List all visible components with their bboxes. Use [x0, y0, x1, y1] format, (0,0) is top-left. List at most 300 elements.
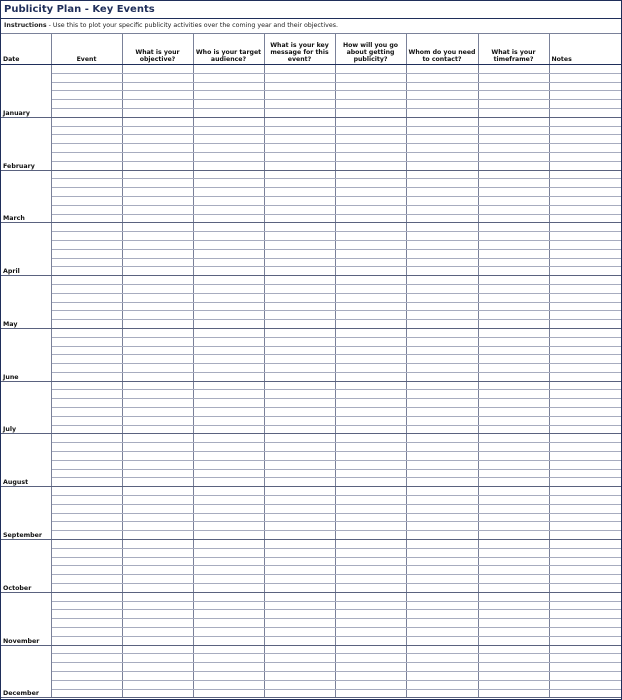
entry-cell[interactable] — [335, 425, 406, 434]
entry-cell[interactable] — [264, 100, 335, 109]
entry-cell[interactable] — [406, 575, 478, 584]
entry-cell[interactable] — [264, 619, 335, 628]
entry-cell[interactable] — [51, 284, 122, 293]
entry-cell[interactable] — [122, 671, 193, 680]
entry-cell[interactable] — [51, 469, 122, 478]
entry-cell[interactable] — [478, 232, 549, 241]
entry-cell[interactable] — [335, 575, 406, 584]
entry-cell[interactable] — [122, 82, 193, 91]
entry-cell[interactable] — [51, 214, 122, 223]
entry-cell[interactable] — [51, 671, 122, 680]
entry-cell[interactable] — [478, 487, 549, 496]
entry-cell[interactable] — [122, 135, 193, 144]
entry-cell[interactable] — [406, 680, 478, 689]
entry-cell[interactable] — [51, 557, 122, 566]
entry-cell[interactable] — [264, 680, 335, 689]
entry-cell[interactable] — [406, 540, 478, 549]
entry-cell[interactable] — [122, 689, 193, 698]
entry-cell[interactable] — [51, 82, 122, 91]
entry-cell[interactable] — [264, 425, 335, 434]
entry-cell[interactable] — [264, 249, 335, 258]
entry-cell[interactable] — [193, 557, 264, 566]
entry-cell[interactable] — [264, 689, 335, 698]
entry-cell[interactable] — [549, 601, 621, 610]
entry-cell[interactable] — [549, 328, 621, 337]
entry-cell[interactable] — [51, 276, 122, 285]
entry-cell[interactable] — [478, 434, 549, 443]
entry-cell[interactable] — [122, 487, 193, 496]
entry-cell[interactable] — [335, 205, 406, 214]
entry-cell[interactable] — [335, 302, 406, 311]
entry-cell[interactable] — [122, 223, 193, 232]
entry-cell[interactable] — [549, 188, 621, 197]
entry-cell[interactable] — [264, 161, 335, 170]
entry-cell[interactable] — [549, 575, 621, 584]
entry-cell[interactable] — [549, 355, 621, 364]
entry-cell[interactable] — [51, 267, 122, 276]
entry-cell[interactable] — [51, 381, 122, 390]
entry-cell[interactable] — [122, 152, 193, 161]
entry-cell[interactable] — [193, 399, 264, 408]
entry-cell[interactable] — [549, 205, 621, 214]
entry-cell[interactable] — [51, 196, 122, 205]
entry-cell[interactable] — [406, 645, 478, 654]
entry-cell[interactable] — [122, 434, 193, 443]
entry-cell[interactable] — [122, 196, 193, 205]
entry-cell[interactable] — [193, 152, 264, 161]
entry-cell[interactable] — [264, 179, 335, 188]
entry-cell[interactable] — [122, 293, 193, 302]
entry-cell[interactable] — [478, 416, 549, 425]
entry-cell[interactable] — [335, 522, 406, 531]
entry-cell[interactable] — [549, 504, 621, 513]
entry-cell[interactable] — [549, 478, 621, 487]
entry-cell[interactable] — [406, 584, 478, 593]
entry-cell[interactable] — [193, 320, 264, 329]
entry-cell[interactable] — [122, 460, 193, 469]
entry-cell[interactable] — [122, 663, 193, 672]
entry-cell[interactable] — [122, 548, 193, 557]
entry-cell[interactable] — [193, 619, 264, 628]
entry-cell[interactable] — [335, 610, 406, 619]
entry-cell[interactable] — [549, 487, 621, 496]
entry-cell[interactable] — [264, 434, 335, 443]
entry-cell[interactable] — [406, 205, 478, 214]
entry-cell[interactable] — [549, 223, 621, 232]
entry-cell[interactable] — [122, 478, 193, 487]
entry-cell[interactable] — [193, 82, 264, 91]
entry-cell[interactable] — [51, 144, 122, 153]
entry-cell[interactable] — [549, 73, 621, 82]
entry-cell[interactable] — [549, 663, 621, 672]
entry-cell[interactable] — [193, 592, 264, 601]
entry-cell[interactable] — [264, 557, 335, 566]
entry-cell[interactable] — [51, 584, 122, 593]
entry-cell[interactable] — [549, 496, 621, 505]
entry-cell[interactable] — [549, 557, 621, 566]
entry-cell[interactable] — [335, 381, 406, 390]
entry-cell[interactable] — [51, 161, 122, 170]
entry-cell[interactable] — [406, 82, 478, 91]
entry-cell[interactable] — [264, 73, 335, 82]
entry-cell[interactable] — [478, 117, 549, 126]
entry-cell[interactable] — [478, 152, 549, 161]
entry-cell[interactable] — [406, 258, 478, 267]
entry-cell[interactable] — [193, 249, 264, 258]
entry-cell[interactable] — [549, 592, 621, 601]
entry-cell[interactable] — [478, 311, 549, 320]
entry-cell[interactable] — [264, 469, 335, 478]
entry-cell[interactable] — [193, 540, 264, 549]
entry-cell[interactable] — [264, 320, 335, 329]
entry-cell[interactable] — [122, 592, 193, 601]
entry-cell[interactable] — [478, 496, 549, 505]
entry-cell[interactable] — [406, 381, 478, 390]
entry-cell[interactable] — [478, 390, 549, 399]
entry-cell[interactable] — [122, 126, 193, 135]
entry-cell[interactable] — [51, 302, 122, 311]
entry-cell[interactable] — [478, 188, 549, 197]
entry-cell[interactable] — [51, 601, 122, 610]
entry-cell[interactable] — [264, 645, 335, 654]
entry-cell[interactable] — [264, 408, 335, 417]
entry-cell[interactable] — [406, 267, 478, 276]
entry-cell[interactable] — [122, 161, 193, 170]
entry-cell[interactable] — [51, 170, 122, 179]
entry-cell[interactable] — [264, 504, 335, 513]
entry-cell[interactable] — [478, 284, 549, 293]
entry-cell[interactable] — [549, 513, 621, 522]
entry-cell[interactable] — [122, 452, 193, 461]
entry-cell[interactable] — [549, 364, 621, 373]
entry-cell[interactable] — [51, 566, 122, 575]
entry-cell[interactable] — [478, 592, 549, 601]
entry-cell[interactable] — [264, 144, 335, 153]
entry-cell[interactable] — [51, 100, 122, 109]
entry-cell[interactable] — [335, 469, 406, 478]
entry-cell[interactable] — [335, 355, 406, 364]
entry-cell[interactable] — [122, 610, 193, 619]
entry-cell[interactable] — [51, 320, 122, 329]
entry-cell[interactable] — [335, 65, 406, 74]
entry-cell[interactable] — [51, 680, 122, 689]
entry-cell[interactable] — [193, 364, 264, 373]
entry-cell[interactable] — [122, 100, 193, 109]
entry-cell[interactable] — [122, 513, 193, 522]
entry-cell[interactable] — [193, 680, 264, 689]
entry-cell[interactable] — [264, 258, 335, 267]
entry-cell[interactable] — [122, 469, 193, 478]
entry-cell[interactable] — [549, 249, 621, 258]
entry-cell[interactable] — [406, 100, 478, 109]
entry-cell[interactable] — [122, 496, 193, 505]
entry-cell[interactable] — [549, 276, 621, 285]
entry-cell[interactable] — [193, 628, 264, 637]
entry-cell[interactable] — [193, 135, 264, 144]
entry-cell[interactable] — [549, 135, 621, 144]
entry-cell[interactable] — [335, 170, 406, 179]
entry-cell[interactable] — [406, 531, 478, 540]
entry-cell[interactable] — [406, 276, 478, 285]
entry-cell[interactable] — [549, 240, 621, 249]
entry-cell[interactable] — [406, 320, 478, 329]
entry-cell[interactable] — [478, 355, 549, 364]
entry-cell[interactable] — [406, 179, 478, 188]
entry-cell[interactable] — [335, 601, 406, 610]
entry-cell[interactable] — [478, 179, 549, 188]
entry-cell[interactable] — [335, 188, 406, 197]
entry-cell[interactable] — [51, 346, 122, 355]
entry-cell[interactable] — [264, 152, 335, 161]
entry-cell[interactable] — [193, 302, 264, 311]
entry-cell[interactable] — [264, 522, 335, 531]
entry-cell[interactable] — [549, 320, 621, 329]
entry-cell[interactable] — [51, 293, 122, 302]
entry-cell[interactable] — [51, 610, 122, 619]
entry-cell[interactable] — [193, 258, 264, 267]
entry-cell[interactable] — [335, 214, 406, 223]
entry-cell[interactable] — [122, 636, 193, 645]
entry-cell[interactable] — [549, 540, 621, 549]
entry-cell[interactable] — [122, 65, 193, 74]
entry-cell[interactable] — [122, 108, 193, 117]
entry-cell[interactable] — [51, 522, 122, 531]
entry-cell[interactable] — [264, 135, 335, 144]
entry-cell[interactable] — [193, 381, 264, 390]
entry-cell[interactable] — [193, 522, 264, 531]
entry-cell[interactable] — [549, 522, 621, 531]
entry-cell[interactable] — [406, 460, 478, 469]
entry-cell[interactable] — [478, 100, 549, 109]
entry-cell[interactable] — [264, 487, 335, 496]
entry-cell[interactable] — [264, 372, 335, 381]
entry-cell[interactable] — [51, 328, 122, 337]
entry-cell[interactable] — [335, 628, 406, 637]
entry-cell[interactable] — [122, 284, 193, 293]
entry-cell[interactable] — [193, 443, 264, 452]
entry-cell[interactable] — [122, 557, 193, 566]
entry-cell[interactable] — [478, 408, 549, 417]
entry-cell[interactable] — [193, 328, 264, 337]
entry-cell[interactable] — [406, 425, 478, 434]
entry-cell[interactable] — [122, 73, 193, 82]
entry-cell[interactable] — [335, 82, 406, 91]
entry-cell[interactable] — [193, 346, 264, 355]
entry-cell[interactable] — [478, 302, 549, 311]
entry-cell[interactable] — [264, 390, 335, 399]
entry-cell[interactable] — [335, 460, 406, 469]
entry-cell[interactable] — [335, 566, 406, 575]
entry-cell[interactable] — [193, 452, 264, 461]
entry-cell[interactable] — [549, 610, 621, 619]
entry-cell[interactable] — [406, 689, 478, 698]
entry-cell[interactable] — [51, 504, 122, 513]
entry-cell[interactable] — [478, 135, 549, 144]
entry-cell[interactable] — [406, 557, 478, 566]
entry-cell[interactable] — [478, 240, 549, 249]
entry-cell[interactable] — [264, 346, 335, 355]
entry-cell[interactable] — [122, 276, 193, 285]
entry-cell[interactable] — [264, 443, 335, 452]
entry-cell[interactable] — [406, 548, 478, 557]
entry-cell[interactable] — [335, 293, 406, 302]
entry-cell[interactable] — [406, 487, 478, 496]
entry-cell[interactable] — [335, 531, 406, 540]
entry-cell[interactable] — [478, 469, 549, 478]
entry-cell[interactable] — [406, 592, 478, 601]
entry-cell[interactable] — [478, 196, 549, 205]
entry-cell[interactable] — [335, 311, 406, 320]
entry-cell[interactable] — [478, 258, 549, 267]
entry-cell[interactable] — [264, 91, 335, 100]
entry-cell[interactable] — [193, 284, 264, 293]
entry-cell[interactable] — [406, 328, 478, 337]
entry-cell[interactable] — [264, 601, 335, 610]
entry-cell[interactable] — [51, 126, 122, 135]
entry-cell[interactable] — [122, 249, 193, 258]
entry-cell[interactable] — [51, 205, 122, 214]
entry-cell[interactable] — [193, 575, 264, 584]
entry-cell[interactable] — [335, 680, 406, 689]
entry-cell[interactable] — [264, 337, 335, 346]
entry-cell[interactable] — [122, 399, 193, 408]
entry-cell[interactable] — [549, 469, 621, 478]
entry-cell[interactable] — [122, 575, 193, 584]
entry-cell[interactable] — [406, 478, 478, 487]
entry-cell[interactable] — [335, 540, 406, 549]
entry-cell[interactable] — [122, 214, 193, 223]
entry-cell[interactable] — [406, 135, 478, 144]
entry-cell[interactable] — [478, 636, 549, 645]
entry-cell[interactable] — [406, 434, 478, 443]
entry-cell[interactable] — [335, 372, 406, 381]
entry-cell[interactable] — [478, 170, 549, 179]
entry-cell[interactable] — [122, 346, 193, 355]
entry-cell[interactable] — [51, 258, 122, 267]
entry-cell[interactable] — [193, 196, 264, 205]
entry-cell[interactable] — [122, 372, 193, 381]
entry-cell[interactable] — [51, 223, 122, 232]
entry-cell[interactable] — [549, 399, 621, 408]
entry-cell[interactable] — [51, 408, 122, 417]
entry-cell[interactable] — [193, 108, 264, 117]
entry-cell[interactable] — [193, 496, 264, 505]
entry-cell[interactable] — [264, 575, 335, 584]
entry-cell[interactable] — [406, 504, 478, 513]
entry-cell[interactable] — [478, 65, 549, 74]
entry-cell[interactable] — [478, 214, 549, 223]
entry-cell[interactable] — [549, 258, 621, 267]
entry-cell[interactable] — [478, 557, 549, 566]
entry-cell[interactable] — [193, 117, 264, 126]
entry-cell[interactable] — [406, 152, 478, 161]
entry-cell[interactable] — [478, 320, 549, 329]
entry-cell[interactable] — [549, 452, 621, 461]
entry-cell[interactable] — [549, 65, 621, 74]
entry-cell[interactable] — [406, 399, 478, 408]
entry-cell[interactable] — [406, 188, 478, 197]
entry-cell[interactable] — [549, 91, 621, 100]
entry-cell[interactable] — [51, 399, 122, 408]
entry-cell[interactable] — [478, 126, 549, 135]
entry-cell[interactable] — [406, 196, 478, 205]
entry-cell[interactable] — [335, 496, 406, 505]
entry-cell[interactable] — [335, 135, 406, 144]
entry-cell[interactable] — [193, 355, 264, 364]
entry-cell[interactable] — [51, 443, 122, 452]
entry-cell[interactable] — [122, 381, 193, 390]
entry-cell[interactable] — [335, 443, 406, 452]
entry-cell[interactable] — [264, 592, 335, 601]
entry-cell[interactable] — [406, 311, 478, 320]
entry-cell[interactable] — [51, 628, 122, 637]
entry-cell[interactable] — [406, 636, 478, 645]
entry-cell[interactable] — [478, 249, 549, 258]
entry-cell[interactable] — [549, 337, 621, 346]
entry-cell[interactable] — [406, 170, 478, 179]
entry-cell[interactable] — [406, 65, 478, 74]
entry-cell[interactable] — [122, 601, 193, 610]
entry-cell[interactable] — [122, 302, 193, 311]
entry-cell[interactable] — [478, 91, 549, 100]
entry-cell[interactable] — [51, 65, 122, 74]
entry-cell[interactable] — [478, 108, 549, 117]
entry-cell[interactable] — [549, 100, 621, 109]
entry-cell[interactable] — [478, 478, 549, 487]
entry-cell[interactable] — [193, 232, 264, 241]
entry-cell[interactable] — [549, 161, 621, 170]
entry-cell[interactable] — [406, 284, 478, 293]
entry-cell[interactable] — [549, 408, 621, 417]
entry-cell[interactable] — [51, 108, 122, 117]
entry-cell[interactable] — [478, 443, 549, 452]
entry-cell[interactable] — [335, 654, 406, 663]
entry-cell[interactable] — [335, 179, 406, 188]
entry-cell[interactable] — [335, 196, 406, 205]
entry-cell[interactable] — [335, 328, 406, 337]
entry-cell[interactable] — [478, 689, 549, 698]
entry-cell[interactable] — [51, 654, 122, 663]
entry-cell[interactable] — [335, 452, 406, 461]
entry-cell[interactable] — [122, 364, 193, 373]
entry-cell[interactable] — [264, 531, 335, 540]
entry-cell[interactable] — [193, 601, 264, 610]
entry-cell[interactable] — [335, 399, 406, 408]
entry-cell[interactable] — [478, 566, 549, 575]
entry-cell[interactable] — [264, 452, 335, 461]
entry-cell[interactable] — [549, 584, 621, 593]
entry-cell[interactable] — [478, 267, 549, 276]
entry-cell[interactable] — [264, 364, 335, 373]
entry-cell[interactable] — [122, 566, 193, 575]
entry-cell[interactable] — [549, 170, 621, 179]
entry-cell[interactable] — [264, 540, 335, 549]
entry-cell[interactable] — [264, 663, 335, 672]
entry-cell[interactable] — [193, 372, 264, 381]
entry-cell[interactable] — [406, 126, 478, 135]
entry-cell[interactable] — [406, 619, 478, 628]
entry-cell[interactable] — [549, 531, 621, 540]
entry-cell[interactable] — [122, 240, 193, 249]
entry-cell[interactable] — [51, 460, 122, 469]
entry-cell[interactable] — [122, 654, 193, 663]
entry-cell[interactable] — [406, 144, 478, 153]
entry-cell[interactable] — [264, 108, 335, 117]
entry-cell[interactable] — [51, 337, 122, 346]
entry-cell[interactable] — [549, 671, 621, 680]
entry-cell[interactable] — [193, 91, 264, 100]
entry-cell[interactable] — [193, 100, 264, 109]
